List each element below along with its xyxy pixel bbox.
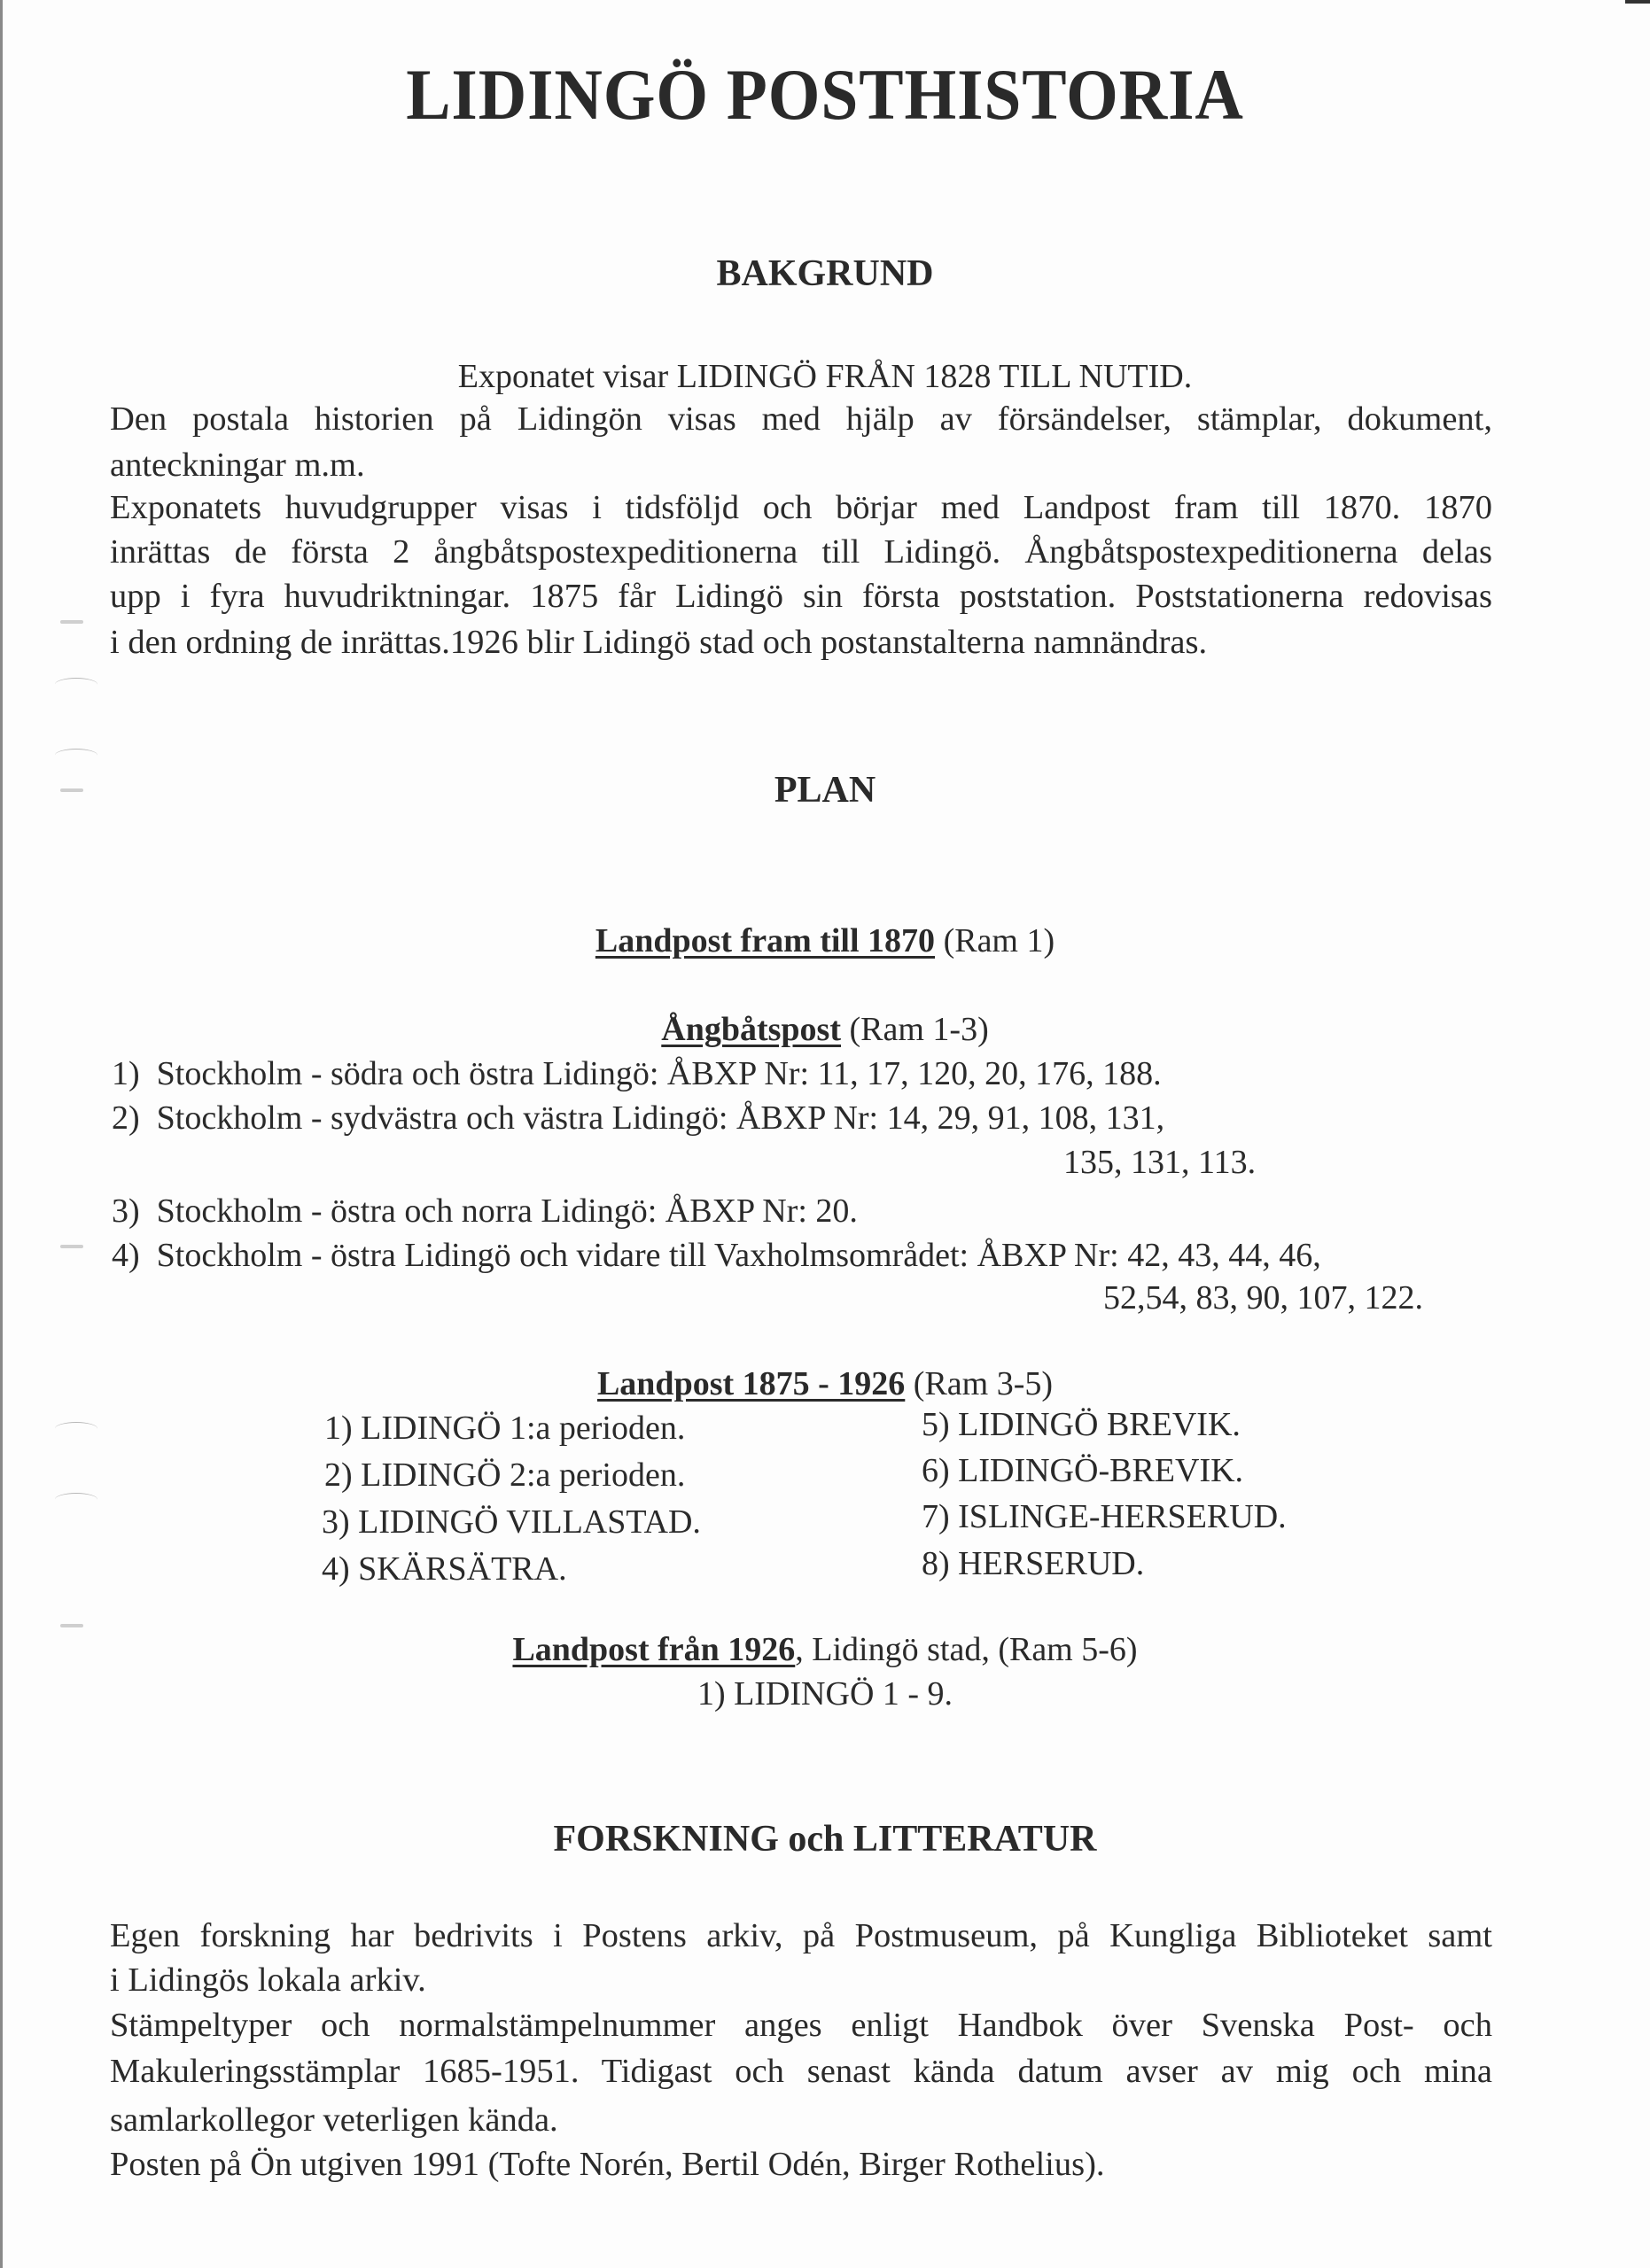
route-item-continuation: 52,54, 83, 90, 107, 122. — [1103, 1279, 1423, 1317]
scan-corner-mark — [1625, 0, 1650, 4]
section-heading-forskning: FORSKNING och LITTERATUR — [553, 1819, 1097, 1860]
route-item-continuation: 135, 131, 113. — [1063, 1144, 1257, 1181]
forskning-line: Makuleringsstämplar 1685-1951. Tidigast och senast kända datum avser av mig och mina — [110, 2053, 1492, 2090]
bakgrund-line: anteckningar m.m. — [110, 447, 365, 484]
forskning-line: samlarkollegor veterligen kända. — [110, 2101, 558, 2139]
station-item: 8) HERSERUD. — [922, 1545, 1145, 1582]
forskning-line: i Lidingös lokala arkiv. — [110, 1961, 426, 1999]
subheading-suffix: (Ram 3-5) — [905, 1365, 1054, 1402]
subheading-suffix: (Ram 1-3) — [841, 1011, 989, 1048]
subheading-suffix: , Lidingö stad, (Ram 5-6) — [795, 1631, 1138, 1668]
punch-hole-mark — [55, 678, 97, 691]
route-item — [112, 1099, 1164, 1138]
section-heading-plan: PLAN — [774, 770, 876, 811]
bakgrund-intro: Exponatet visar LIDINGÖ FRÅN 1828 TILL NUTID. — [457, 358, 1193, 395]
station-item: 3) LIDINGÖ VILLASTAD. — [322, 1503, 701, 1541]
item-number: 3) — [112, 1192, 140, 1230]
forskning-line: Posten på Ön utgiven 1991 (Tofte Norén, Bertil Odén, Birger Rothelius). — [110, 2146, 1105, 2183]
subheading-title: Landpost 1875 - 1926 — [596, 1365, 906, 1402]
bakgrund-line: i den ordning de inrättas.1926 blir Lidingö stad och postanstalterna namnändras. — [110, 624, 1208, 661]
scan-smudge — [60, 1245, 83, 1248]
route-item — [112, 1192, 858, 1231]
station-item: 1) LIDINGÖ 1 - 9. — [697, 1675, 953, 1713]
subheading-suffix: (Ram 1) — [935, 922, 1055, 959]
section-heading-bakgrund: BAKGRUND — [716, 253, 934, 294]
item-text: Stockholm - södra och östra Lidingö: ÅBXP Nr: 11, 17, 120, 20, 176, 188. — [156, 1055, 1162, 1092]
subheading-landpost-1870 — [0, 921, 1650, 960]
punch-hole-mark — [55, 749, 97, 762]
item-text: Stockholm - sydvästra och västra Lidingö: ÅBXP Nr: 14, 29, 91, 108, 131, — [156, 1099, 1165, 1137]
scan-left-edge — [0, 0, 3, 2268]
item-number: 1) — [112, 1055, 140, 1092]
forskning-line: Stämpeltyper och normalstämpelnummer anges enligt Handbok över Svenska Post- och — [110, 2007, 1492, 2044]
route-item — [112, 1236, 1321, 1275]
subheading-title: Landpost fram till 1870 — [595, 922, 936, 959]
subheading-landpost-1875-1926 — [0, 1364, 1650, 1403]
forskning-line: Egen forskning har bedrivits i Postens arkiv, på Postmuseum, på Kungliga Biblioteket samt — [110, 1917, 1492, 1954]
scan-smudge — [60, 1624, 83, 1627]
bakgrund-line: Exponatets huvudgrupper visas i tidsföljd och börjar med Landpost fram till 1870. 1870 — [110, 489, 1492, 526]
item-number: 2) — [112, 1099, 140, 1137]
scan-smudge — [60, 620, 83, 624]
station-item: 5) LIDINGÖ BREVIK. — [922, 1406, 1241, 1443]
item-number: 4) — [112, 1237, 140, 1274]
bakgrund-line: inrättas de första 2 ångbåtspostexpeditionerna till Lidingö. Ångbåtspostexpeditionerna delas — [110, 533, 1492, 571]
station-item: 2) LIDINGÖ 2:a perioden. — [324, 1456, 686, 1494]
station-item: 4) SKÄRSÄTRA. — [322, 1550, 567, 1588]
punch-hole-mark — [55, 1493, 97, 1506]
route-item — [112, 1054, 1162, 1093]
subheading-landpost-1926 — [0, 1630, 1650, 1669]
subheading-title: Ångbåtspost — [661, 1011, 841, 1048]
punch-hole-mark — [55, 1422, 97, 1435]
station-item: 6) LIDINGÖ-BREVIK. — [922, 1452, 1244, 1489]
subheading-angbatspost — [0, 1010, 1650, 1049]
bakgrund-line: Den postala historien på Lidingön visas med hjälp av försändelser, stämplar, dokument, — [110, 400, 1492, 438]
subheading-title: Landpost från 1926 — [512, 1631, 796, 1668]
bakgrund-line: upp i fyra huvudriktningar. 1875 får Lidingö sin första poststation. Poststationerna redovisas — [110, 578, 1492, 615]
item-text: Stockholm - östra och norra Lidingö: ÅBXP Nr: 20. — [156, 1192, 858, 1230]
station-item: 1) LIDINGÖ 1:a perioden. — [324, 1410, 686, 1447]
station-item: 7) ISLINGE-HERSERUD. — [922, 1498, 1287, 1535]
page-title: LIDINGÖ POSTHISTORIA — [406, 54, 1244, 135]
item-text: Stockholm - östra Lidingö och vidare till Vaxholmsområdet: ÅBXP Nr: 42, 43, 44, 46, — [156, 1237, 1321, 1274]
